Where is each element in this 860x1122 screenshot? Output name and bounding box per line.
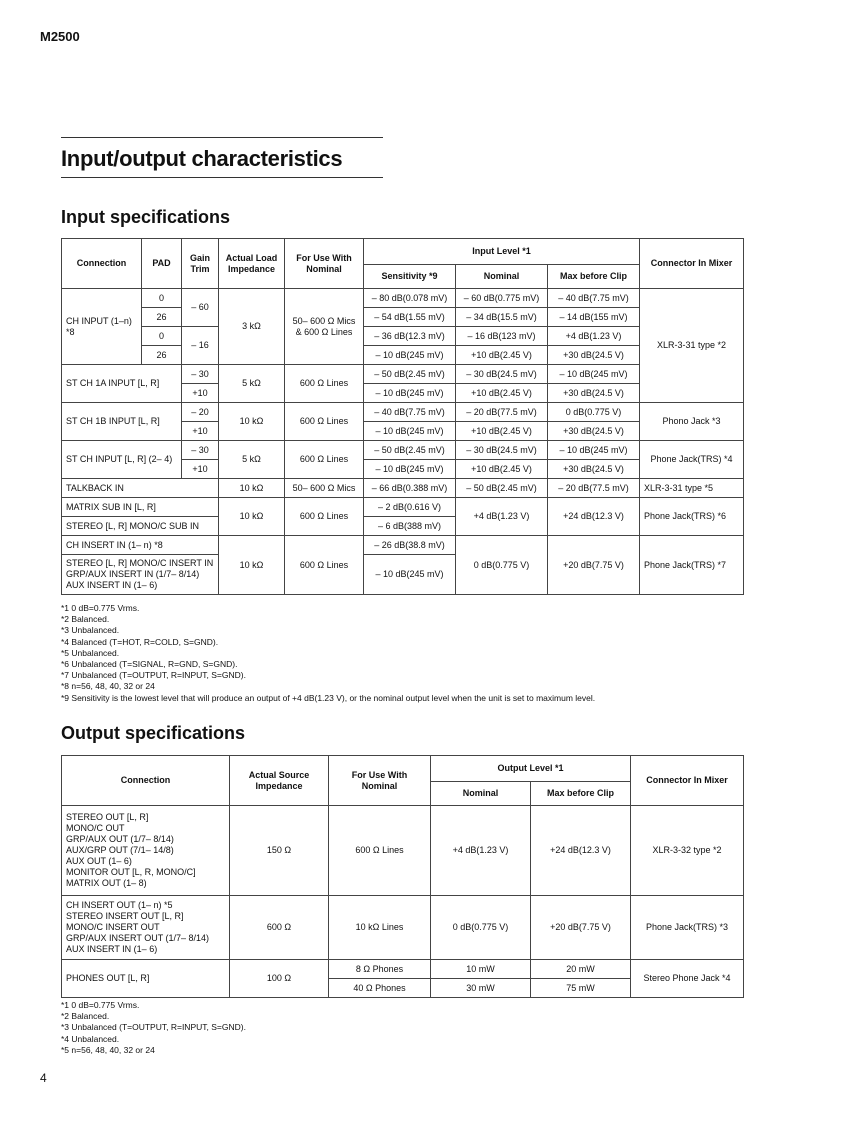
max-value: +30 dB(24.5 V) [548,346,640,365]
sensitivity-value: – 54 dB(1.55 mV) [364,308,456,327]
connector-value: XLR-3-31 type *2 [640,289,744,403]
sensitivity-value: – 50 dB(2.45 mV) [364,441,456,460]
page-number: 4 [40,1071,47,1085]
connector-value: Phone Jack(TRS) *3 [631,896,744,960]
nominal-value: 0 dB(0.775 V) [456,536,548,595]
nominal-value: – 60 dB(0.775 mV) [456,289,548,308]
hdr-impedance: Actual Source Impedance [230,756,329,806]
for-use-value: 600 Ω Lines [285,441,364,479]
max-value: 75 mW [531,979,631,998]
footnote: *4 Balanced (T=HOT, R=COLD, S=GND). [61,636,219,647]
input-spec-table [61,238,744,595]
for-use-value: 40 Ω Phones [329,979,431,998]
hdr-pad: PAD [142,239,182,289]
max-value: – 10 dB(245 mV) [548,441,640,460]
impedance-value: 10 kΩ [219,498,285,536]
hdr-nominal: Nominal [456,265,548,289]
trim-value: – 30 [182,365,219,384]
for-use-value: 50– 600 Ω Mics [285,479,364,498]
footnote: *1 0 dB=0.775 Vrms. [61,1000,140,1010]
conn-talkback: TALKBACK IN [62,479,219,498]
impedance-value: 5 kΩ [219,365,285,403]
connector-value: XLR-3-31 type *5 [640,479,744,498]
nominal-value: +4 dB(1.23 V) [456,498,548,536]
trim-value: – 30 [182,441,219,460]
pad-value: 0 [142,327,182,346]
table-row [62,536,744,555]
for-use-value: 50– 600 Ω Mics & 600 Ω Lines [285,289,364,365]
footnote: *3 Unbalanced. [61,625,120,636]
connector-value: Phone Jack(TRS) *4 [640,441,744,479]
footnote: *5 n=56, 48, 40, 32 or 24 [61,1044,155,1055]
hdr-impedance: Actual Load Impedance [219,239,285,289]
hdr-sensitivity: Sensitivity *9 [364,265,456,289]
impedance-value: 10 kΩ [219,403,285,441]
nominal-value: +10 dB(2.45 V) [456,384,548,403]
footnote: *6 Unbalanced (T=SIGNAL, R=GND, S=GND). [61,659,238,670]
conn-line: AUX INSERT IN (1– 6) [66,944,158,954]
footnote: *2 Balanced. [61,1011,110,1022]
sensitivity-value: – 2 dB(0.616 V) [364,498,456,517]
conn-line: STEREO INSERT OUT [L, R] [66,911,184,921]
title-rule-bottom [61,177,383,178]
output-header-row [62,756,744,782]
footnote: *4 Unbalanced. [61,1033,120,1044]
nominal-value: – 16 dB(123 mV) [456,327,548,346]
for-use-value: 600 Ω Lines [285,403,364,441]
title-rule-top [61,137,383,138]
conn-line: AUX OUT (1– 6) [66,856,132,866]
nominal-value: 30 mW [431,979,531,998]
impedance-value: 100 Ω [230,960,329,998]
output-footnotes [61,1000,246,1056]
conn-line: CH INSERT OUT (1– n) *5 [66,900,173,910]
hdr-gain-trim: Gain Trim [182,239,219,289]
pad-value: 26 [142,308,182,327]
max-value: – 10 dB(245 mV) [548,365,640,384]
page-title: Input/output characteristics [61,146,343,171]
sensitivity-value: – 36 dB(12.3 mV) [364,327,456,346]
nominal-value: – 20 dB(77.5 mV) [456,403,548,422]
footnote: *3 Unbalanced (T=OUTPUT, R=INPUT, S=GND). [61,1022,246,1033]
footnote: *7 Unbalanced (T=OUTPUT, R=INPUT, S=GND). [61,670,246,681]
impedance-value: 150 Ω [230,806,329,896]
nominal-value: 10 mW [431,960,531,979]
nominal-value: +4 dB(1.23 V) [431,806,531,896]
conn-line: GRP/AUX OUT (1/7– 8/14) [66,834,174,844]
footnote: *8 n=56, 48, 40, 32 or 24 [61,681,155,692]
conn-line: AUX/GRP OUT (7/1– 14/8) [66,845,174,855]
max-value: +30 dB(24.5 V) [548,460,640,479]
trim-value: – 60 [182,289,219,327]
conn-phones-out: PHONES OUT [L, R] [62,960,230,998]
conn-line: STEREO [L, R] MONO/C INSERT IN [66,558,214,568]
sensitivity-value: – 10 dB(245 mV) [364,384,456,403]
trim-value: +10 [182,422,219,441]
max-value: +30 dB(24.5 V) [548,422,640,441]
conn-line: MONO/C INSERT OUT [66,922,160,932]
conn-stereo-grp-aux-insert-in [62,555,219,595]
output-spec-table [61,755,744,998]
nominal-value: +10 dB(2.45 V) [456,346,548,365]
max-value: +24 dB(12.3 V) [531,806,631,896]
max-value: +30 dB(24.5 V) [548,384,640,403]
for-use-value: 600 Ω Lines [285,536,364,595]
conn-insert-out [62,896,230,960]
max-value: – 40 dB(7.75 mV) [548,289,640,308]
pad-value: 26 [142,346,182,365]
connector-value: Phone Jack(TRS) *7 [640,536,744,595]
sensitivity-value: – 40 dB(7.75 mV) [364,403,456,422]
conn-matrix-sub-in: MATRIX SUB IN [L, R] [62,498,219,517]
conn-line: STEREO OUT [L, R] [66,812,149,822]
max-value: 0 dB(0.775 V) [548,403,640,422]
sensitivity-value: – 10 dB(245 mV) [364,422,456,441]
nominal-value: +10 dB(2.45 V) [456,422,548,441]
hdr-max: Max before Clip [548,265,640,289]
conn-line: MONITOR OUT [L, R, MONO/C] [66,867,196,877]
input-footnotes [61,603,595,704]
conn-line: MATRIX OUT (1– 8) [66,878,147,888]
conn-line: GRP/AUX INSERT IN (1/7– 8/14) [66,569,200,579]
for-use-value: 600 Ω Lines [285,365,364,403]
footnote: *2 Balanced. [61,614,110,625]
model-name: M2500 [40,29,80,44]
sensitivity-value: – 6 dB(388 mV) [364,517,456,536]
nominal-value: – 50 dB(2.45 mV) [456,479,548,498]
table-row [62,896,744,960]
trim-value: – 16 [182,327,219,365]
output-heading: Output specifications [61,723,246,743]
hdr-connection: Connection [62,756,230,806]
nominal-value: +10 dB(2.45 V) [456,460,548,479]
conn-st-ch-1b: ST CH 1B INPUT [L, R] [62,403,182,441]
trim-value: +10 [182,460,219,479]
hdr-connector: Connector In Mixer [640,239,744,289]
sensitivity-value: – 26 dB(38.8 mV) [364,536,456,555]
conn-st-ch-1a: ST CH 1A INPUT [L, R] [62,365,182,403]
table-row [62,403,744,422]
hdr-connector: Connector In Mixer [631,756,744,806]
conn-st-ch-input: ST CH INPUT [L, R] (2– 4) [62,441,182,479]
for-use-value: 600 Ω Lines [285,498,364,536]
conn-stereo-mono-sub-in: STEREO [L, R] MONO/C SUB IN [62,517,219,536]
sensitivity-value: – 10 dB(245 mV) [364,555,456,595]
conn-line: GRP/AUX INSERT OUT (1/7– 8/14) [66,933,210,943]
connector-value: XLR-3-32 type *2 [631,806,744,896]
sensitivity-value: – 66 dB(0.388 mV) [364,479,456,498]
footnote: *1 0 dB=0.775 Vrms. [61,603,140,613]
footnote: *9 Sensitivity is the lowest level that will produce an output of +4 dB(1.23 V), or the nominal output level when the unit is set to maximum level. [61,692,596,703]
sensitivity-value: – 10 dB(245 mV) [364,346,456,365]
max-value: – 14 dB(155 mV) [548,308,640,327]
table-row [62,289,744,308]
trim-value: +10 [182,384,219,403]
hdr-max: Max before Clip [531,782,631,806]
for-use-value: 600 Ω Lines [329,806,431,896]
table-row [62,498,744,517]
nominal-value: – 30 dB(24.5 mV) [456,365,548,384]
hdr-for-use: For Use With Nominal [329,756,431,806]
max-value: +20 dB(7.75 V) [548,536,640,595]
hdr-nominal: Nominal [431,782,531,806]
conn-line: AUX INSERT IN (1– 6) [66,580,158,590]
trim-value: – 20 [182,403,219,422]
max-value: 20 mW [531,960,631,979]
conn-ch-insert-in: CH INSERT IN (1– n) *8 [62,536,219,555]
impedance-value: 3 kΩ [219,289,285,365]
table-row [62,806,744,896]
table-row [62,479,744,498]
pad-value: 0 [142,289,182,308]
conn-line: MONO/C OUT [66,823,125,833]
nominal-value: – 34 dB(15.5 mV) [456,308,548,327]
max-value: +24 dB(12.3 V) [548,498,640,536]
connector-value: Phono Jack *3 [640,403,744,441]
nominal-value: – 30 dB(24.5 mV) [456,441,548,460]
hdr-output-level: Output Level *1 [431,756,631,782]
sensitivity-value: – 80 dB(0.078 mV) [364,289,456,308]
max-value: +4 dB(1.23 V) [548,327,640,346]
input-heading: Input specifications [61,207,231,227]
for-use-value: 8 Ω Phones [329,960,431,979]
footnote: *5 Unbalanced. [61,647,120,658]
for-use-value: 10 kΩ Lines [329,896,431,960]
max-value: +20 dB(7.75 V) [531,896,631,960]
nominal-value: 0 dB(0.775 V) [431,896,531,960]
max-value: – 20 dB(77.5 mV) [548,479,640,498]
input-header-row [62,239,744,265]
impedance-value: 10 kΩ [219,479,285,498]
impedance-value: 10 kΩ [219,536,285,595]
impedance-value: 600 Ω [230,896,329,960]
table-row [62,960,744,979]
hdr-input-level: Input Level *1 [364,239,640,265]
hdr-for-use: For Use With Nominal [285,239,364,289]
sensitivity-value: – 10 dB(245 mV) [364,460,456,479]
sensitivity-value: – 50 dB(2.45 mV) [364,365,456,384]
impedance-value: 5 kΩ [219,441,285,479]
table-row [62,441,744,460]
hdr-connection: Connection [62,239,142,289]
connector-value: Stereo Phone Jack *4 [631,960,744,998]
conn-ch-input: CH INPUT (1–n) *8 [62,289,142,365]
connector-value: Phone Jack(TRS) *6 [640,498,744,536]
conn-stereo-out [62,806,230,896]
